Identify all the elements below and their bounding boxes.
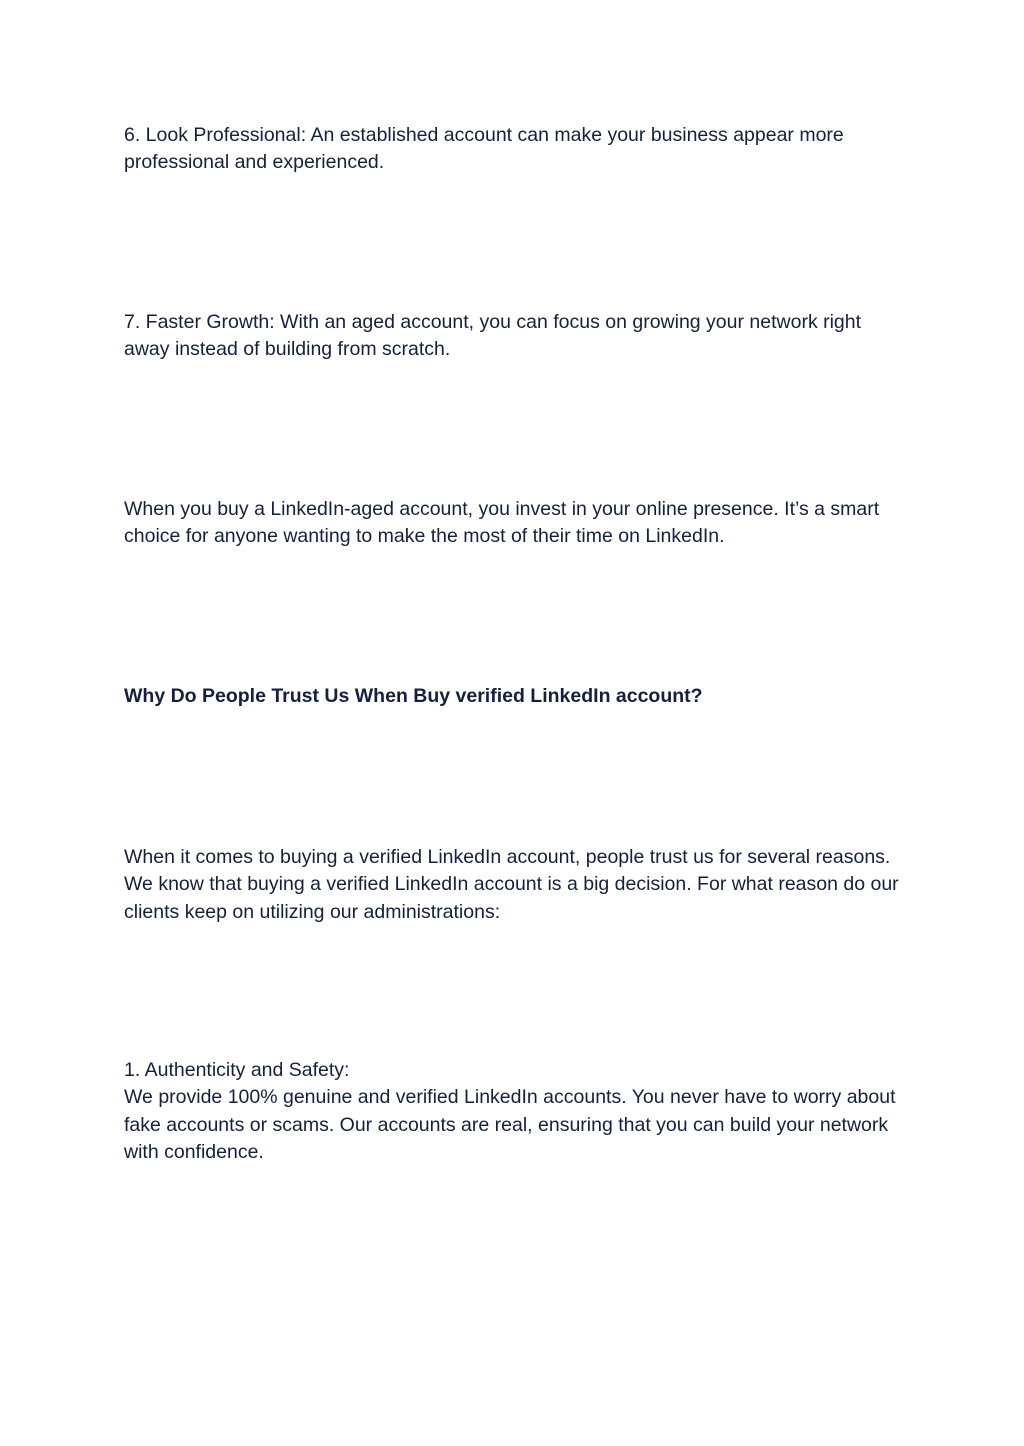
paragraph-text: When it comes to buying a verified LinkedIn account, people trust us for several reasons. We know that buying a verified LinkedIn account is a big decision. For what reason do our clients keep on utilizing our administrations: xyxy=(124,846,899,923)
paragraph-trust-intro xyxy=(124,844,904,926)
paragraph-text: When you buy a LinkedIn-aged account, you invest in your online presence. It’s a smart choice for anyone wanting to make the most of their time on LinkedIn. xyxy=(124,498,880,548)
heading-text: Why Do People Trust Us When Buy verified LinkedIn account? xyxy=(124,685,703,707)
paragraph-faster-growth xyxy=(124,309,904,364)
paragraph-text: 6. Look Professional: An established account can make your business appear more professional and experienced. xyxy=(124,124,844,174)
list-item-title: 1. Authenticity and Safety: xyxy=(124,1059,350,1081)
paragraph-text: 7. Faster Growth: With an aged account, you can focus on growing your network right away instead of building from scratch. xyxy=(124,311,862,361)
section-heading-why-trust xyxy=(124,683,904,710)
paragraph-invest-presence xyxy=(124,496,904,551)
paragraph-look-professional xyxy=(124,122,904,177)
list-item-body: We provide 100% genuine and verified LinkedIn accounts. You never have to worry about fake accounts or scams. Our accounts are real, ensuring that you can build your network with confidence. xyxy=(124,1086,896,1163)
paragraph-authenticity xyxy=(124,1057,904,1166)
